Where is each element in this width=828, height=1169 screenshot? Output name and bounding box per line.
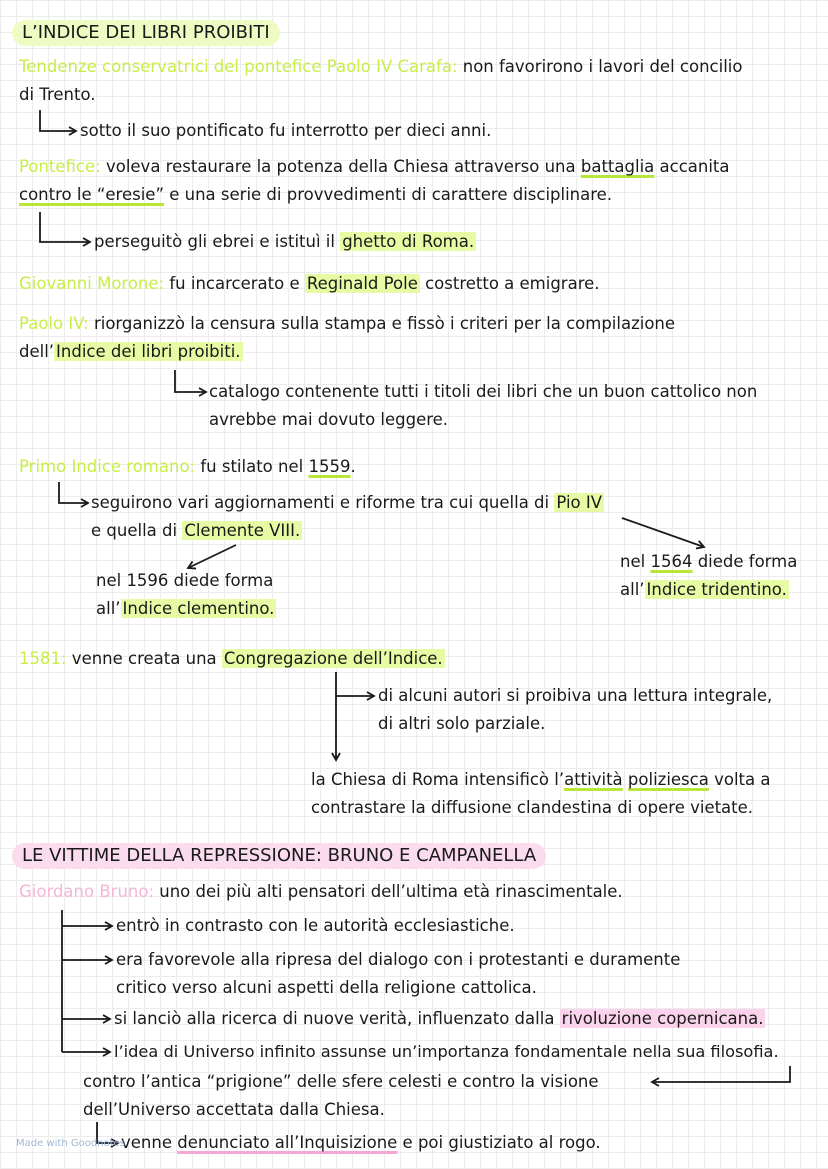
text: la Chiesa di Roma intensificò l’ <box>311 770 565 789</box>
para-primo-indice <box>19 457 356 477</box>
text: venne <box>121 1133 178 1152</box>
text: nel <box>620 552 651 571</box>
text: uno dei più alti pensatori dell’ultima età rinascimentale. <box>154 882 623 901</box>
branch-1596: nel 1596 diede forma <box>96 571 274 590</box>
section-title-indice: L’INDICE DEI LIBRI PROIBITI <box>12 20 280 46</box>
highlight-congregazione: Congregazione dell’Indice. <box>223 649 443 668</box>
highlight-clementino: Indice clementino. <box>122 599 275 618</box>
para-morone <box>19 274 600 294</box>
keyword-pontefice: Pontefice: <box>19 157 101 176</box>
sub-pontificato: sotto il suo pontificato fu interrotto per dieci anni. <box>80 121 492 140</box>
para-paolo-iv-line2 <box>19 342 243 362</box>
arrow-6 <box>188 545 236 568</box>
text: riorganizzò la censura sulla stampa e fissò i criteri per la compilazione <box>88 314 676 333</box>
text: . <box>350 457 356 476</box>
sub-autori-line2: di altri solo parziale. <box>378 714 546 733</box>
para-inquisizione <box>121 1133 601 1153</box>
sub-aggiornamenti <box>91 493 604 513</box>
highlight-pio-iv: Pio IV <box>556 493 603 512</box>
bullet-contrasto: entrò in contrasto con le autorità ecclesiastiche. <box>116 916 515 935</box>
branch-1564 <box>620 552 797 572</box>
text: si lanciò alla ricerca di nuove verità, influenzato dalla <box>114 1009 560 1028</box>
arrow-14 <box>652 1066 790 1082</box>
bullet-verita <box>114 1009 765 1029</box>
text: e una serie di provvedimenti di carattere disciplinare. <box>164 185 613 204</box>
text: dell’ <box>19 342 55 361</box>
text: volta a <box>708 770 771 789</box>
keyword-bruno: Giordano Bruno: <box>19 882 155 901</box>
arrow-2 <box>40 212 90 242</box>
sub-chiesa-line2: contrastare la diffusione clandestina di opere vietate. <box>311 798 754 817</box>
underline-1559: 1559 <box>308 457 351 476</box>
text: perseguitò gli ebrei e istituì il <box>94 232 341 251</box>
underline-eresie: contro le “eresie” <box>19 185 164 204</box>
highlight-ghetto: ghetto di Roma. <box>342 232 475 251</box>
underline-inquisizione: denunciato all’Inquisizione <box>177 1133 398 1152</box>
text: fu stilato nel <box>195 457 309 476</box>
text: all’ <box>96 599 121 618</box>
para-prigione-line2: dell’Universo accettata dalla Chiesa. <box>83 1100 385 1119</box>
text: all’ <box>620 580 645 599</box>
text: non favorirono i lavori del concilio <box>457 57 743 76</box>
arrow-1 <box>40 110 76 131</box>
para-1581 <box>19 649 445 669</box>
underline-poliziesca: poliziesca <box>627 770 709 789</box>
para-paolo-iv <box>19 314 675 334</box>
section-title-vittime: LE VITTIME DELLA REPRESSIONE: BRUNO E CAMPANELLA <box>12 843 546 869</box>
arrow-3 <box>175 370 206 392</box>
underline-attivita: attività <box>564 770 623 789</box>
highlight-tridentino: Indice tridentino. <box>646 580 787 599</box>
text: e quella di <box>91 521 183 540</box>
sub-catalogo-line2: avrebbe mai dovuto leggere. <box>209 410 449 429</box>
para-bruno <box>19 882 623 902</box>
para-tendenze <box>19 57 742 77</box>
text: diede forma <box>692 552 798 571</box>
highlight-clemente: Clemente VIII. <box>184 521 301 540</box>
underline-1564: 1564 <box>650 552 693 571</box>
keyword-1581: 1581: <box>19 649 67 668</box>
underline-battaglia: battaglia <box>580 157 655 176</box>
branch-1564-line2 <box>620 580 789 600</box>
bullet-dialogo: era favorevole alla ripresa del dialogo con i protestanti e duramente <box>116 950 681 969</box>
text: venne creata una <box>66 649 222 668</box>
text: costretto a emigrare. <box>419 274 600 293</box>
text: fu incarcerato e <box>164 274 305 293</box>
para-prigione: contro l’antica “prigione” delle sfere celesti e contro la visione <box>83 1072 599 1091</box>
highlight-pole: Reginald Pole <box>306 274 418 293</box>
highlight-indice: Indice dei libri proibiti. <box>56 342 241 361</box>
sub-catalogo: catalogo contenente tutti i titoli dei libri che un buon cattolico non <box>209 382 758 401</box>
keyword-primo-indice: Primo Indice romano: <box>19 457 196 476</box>
text: e poi giustiziato al rogo. <box>397 1133 601 1152</box>
arrow-4 <box>59 482 88 503</box>
keyword-paolo-iv: Paolo IV: <box>19 314 89 333</box>
bullet-universo: l’idea di Universo infinito assunse un’importanza fondamentale nella sua filosofia. <box>114 1042 779 1061</box>
text: accanita <box>654 157 730 176</box>
branch-1596-line2 <box>96 599 276 619</box>
sub-aggiornamenti-line2 <box>91 521 302 541</box>
arrow-7 <box>336 672 374 696</box>
sub-ghetto <box>94 232 476 252</box>
text: voleva restaurare la potenza della Chiesa attraverso una <box>100 157 581 176</box>
sub-autori: di alcuni autori si proibiva una lettura integrale, <box>378 686 773 705</box>
keyword-morone: Giovanni Morone: <box>19 274 165 293</box>
highlight-copernicana: rivoluzione copernicana. <box>561 1009 764 1028</box>
text: seguirono vari aggiornamenti e riforme tra cui quella di <box>91 493 555 512</box>
arrow-5 <box>622 518 704 547</box>
watermark: Made with Goodnotes <box>16 1138 125 1149</box>
para-tendenze-line2: di Trento. <box>19 85 96 104</box>
para-pontefice <box>19 157 730 177</box>
bullet-dialogo-line2: critico verso alcuni aspetti della religione cattolica. <box>116 978 537 997</box>
keyword-tendenze: Tendenze conservatrici del pontefice Paolo IV Carafa: <box>19 57 458 76</box>
para-pontefice-line2 <box>19 185 612 205</box>
sub-chiesa <box>311 770 770 790</box>
